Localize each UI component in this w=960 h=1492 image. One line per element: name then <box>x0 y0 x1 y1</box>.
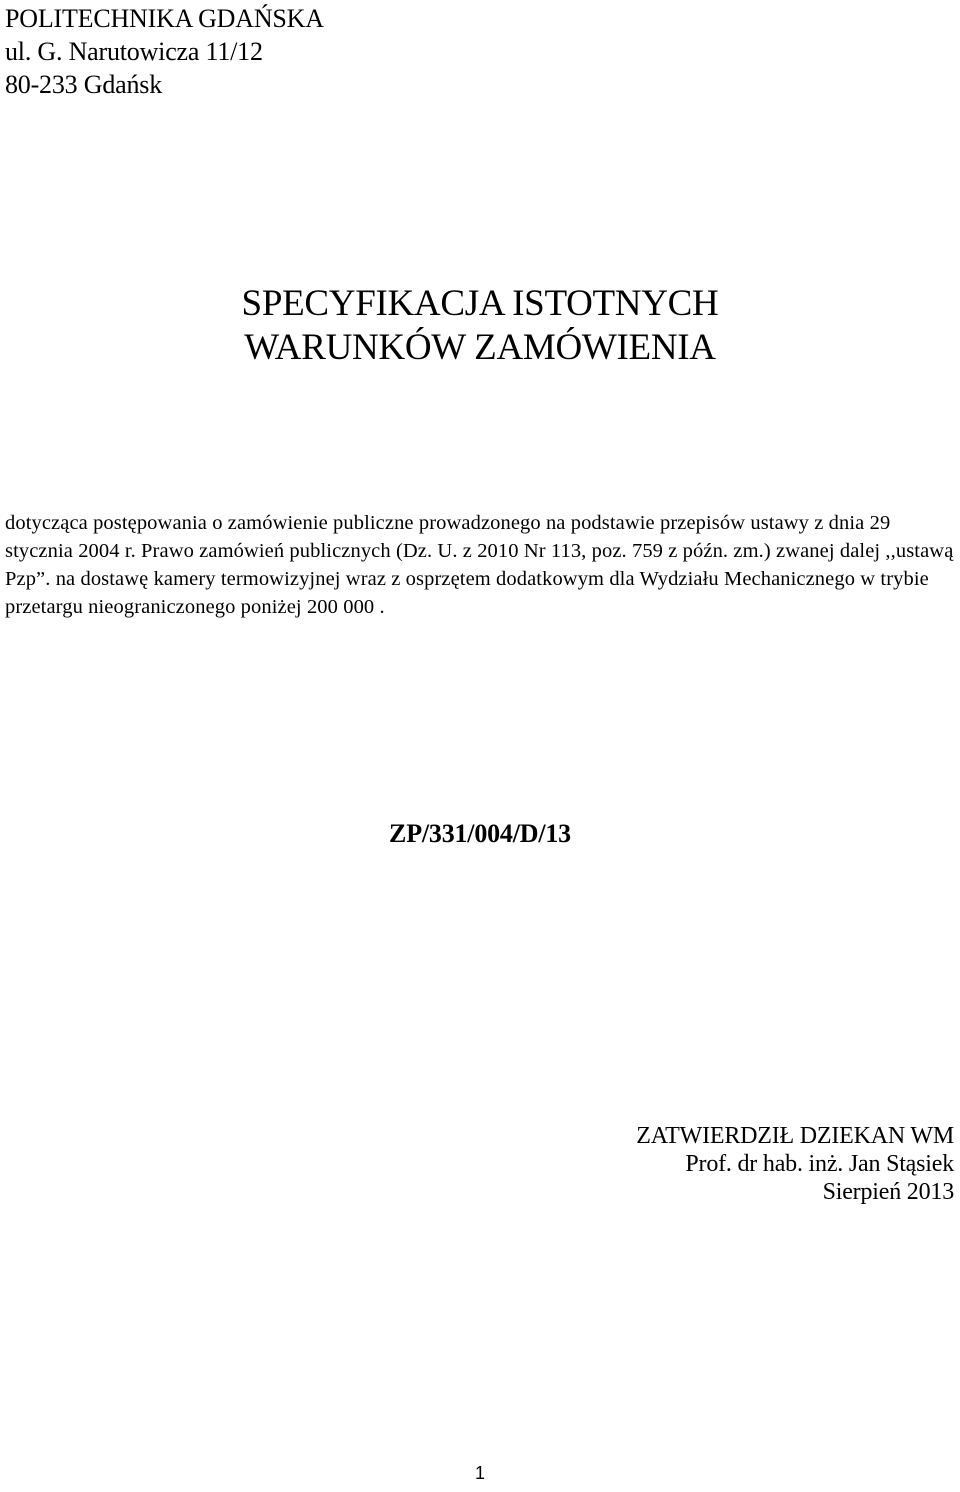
document-title <box>0 282 960 370</box>
approval-block <box>636 1122 954 1206</box>
title-line-2: WARUNKÓW ZAMÓWIENIA <box>244 327 716 368</box>
approval-date: Sierpień 2013 <box>822 1179 954 1205</box>
reference-number: ZP/331/004/D/13 <box>389 819 571 848</box>
page-number: 1 <box>474 1463 485 1483</box>
approval-heading: ZATWIERDZIŁ DZIEKAN WM <box>636 1123 954 1149</box>
institution-name: POLITECHNIKA GDAŃSKA <box>5 4 324 33</box>
title-line-1: SPECYFIKACJA ISTOTNYCH <box>241 283 719 324</box>
institution-address <box>5 2 324 101</box>
approver-name: Prof. dr hab. inż. Jan Stąsiek <box>685 1151 954 1177</box>
street-address: ul. G. Narutowicza 11/12 <box>5 37 263 66</box>
postal-city: 80-233 Gdańsk <box>5 70 162 99</box>
intro-paragraph: dotycząca postępowania o zamówienie publiczne prowadzonego na podstawie przepisów ustawy z dnia 29 stycznia 2004 r. Prawo zamówień publicznych (Dz. U. z 2010 Nr 113, poz. 759 z późn. zm.) zwanej dalej ,,ustawą Pzp”. na dostawę kamery termowizyjnej wraz z osprzętem dodatkowym dla Wydziału Mechanicznego w trybie przetargu nieograniczonego poniżej 200 000 . <box>5 512 954 618</box>
